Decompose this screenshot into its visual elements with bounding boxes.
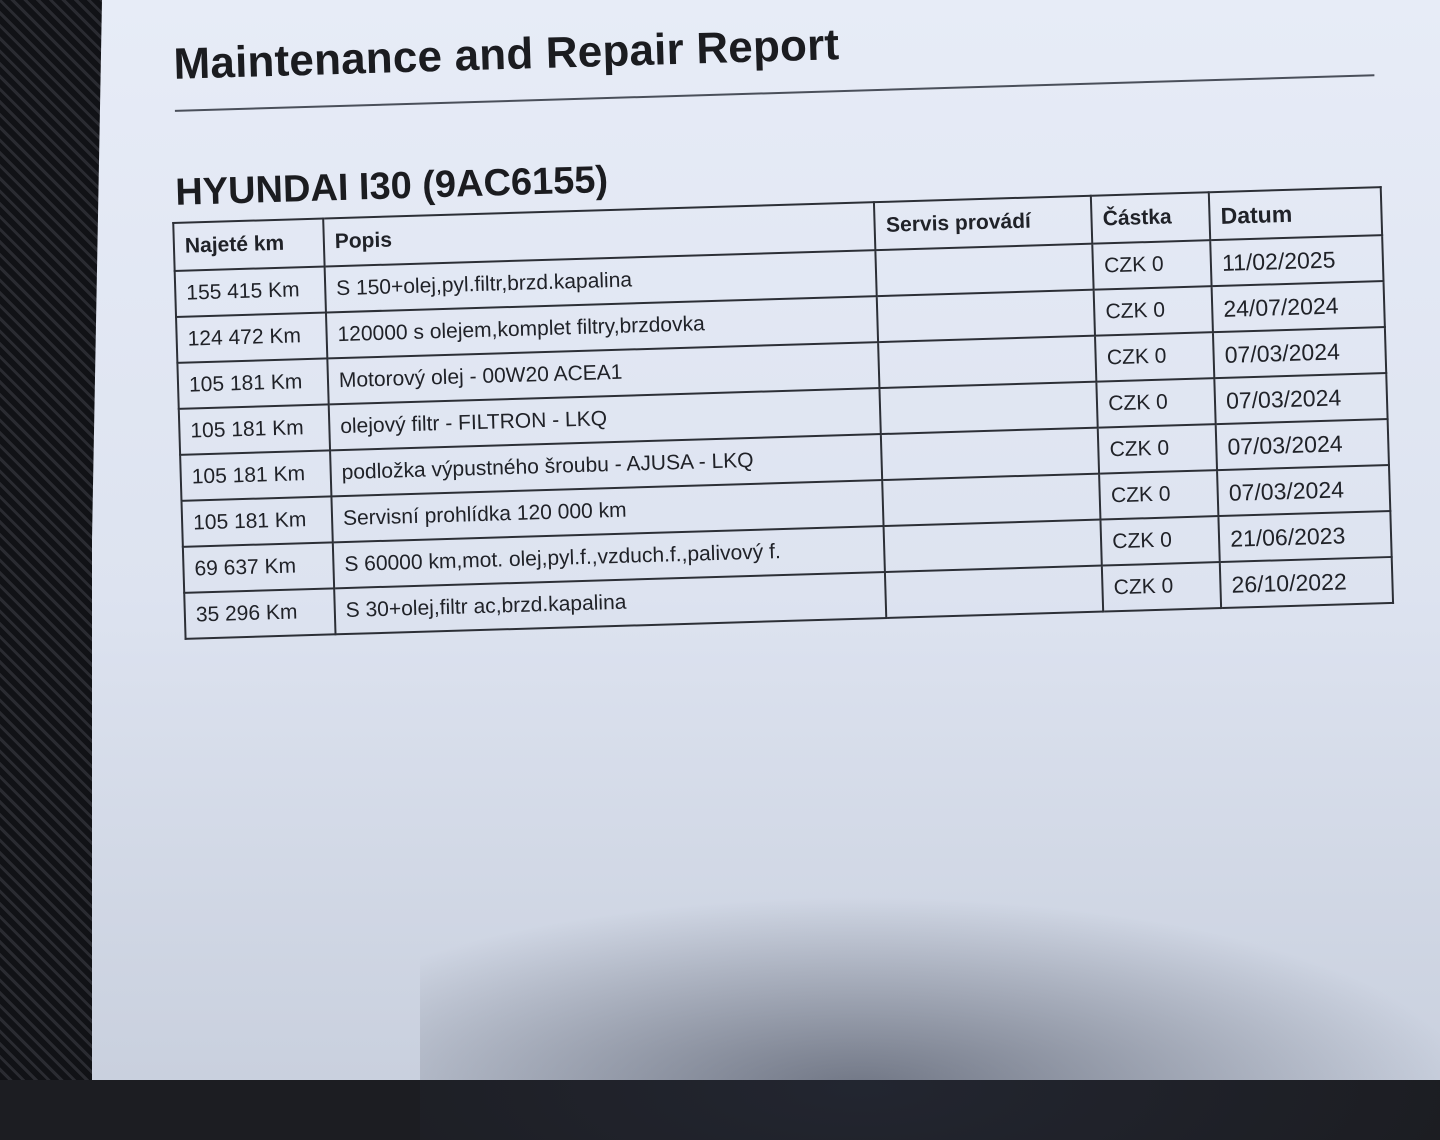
popis-cell: Servisní prohlídka 120 000 km [331, 480, 884, 542]
datum-cell: 26/10/2022 [1220, 557, 1393, 608]
vehicle-heading: HYUNDAI I30 (9AC6155) [174, 159, 609, 214]
header-servis: Servis provádí [874, 196, 1092, 250]
km-cell: 124 472 Km [176, 312, 327, 362]
km-cell: 105 181 Km [177, 358, 328, 408]
datum-cell: 24/07/2024 [1212, 281, 1385, 332]
popis-cell: S 60000 km,mot. olej,pyl.f.,vzduch.f.,palivový f. [333, 526, 886, 588]
castka-cell: CZK 0 [1093, 240, 1212, 289]
castka-cell: CZK 0 [1094, 286, 1213, 335]
popis-cell: podložka výpustného šroubu - AJUSA - LKQ [330, 434, 883, 496]
popis-cell: olejový filtr - FILTRON - LKQ [329, 388, 882, 450]
datum-cell: 11/02/2025 [1210, 235, 1383, 286]
header-castka: Částka [1091, 192, 1210, 243]
header-datum: Datum [1209, 187, 1382, 240]
castka-cell: CZK 0 [1101, 516, 1220, 565]
popis-cell: Motorový olej - 00W20 ACEA1 [327, 342, 880, 404]
servis-cell [876, 244, 1094, 296]
km-cell: 69 637 Km [183, 542, 334, 592]
servis-cell [881, 428, 1099, 480]
datum-cell: 07/03/2024 [1214, 373, 1387, 424]
km-cell: 155 415 Km [175, 266, 326, 316]
datum-cell: 07/03/2024 [1216, 419, 1389, 470]
km-cell: 105 181 Km [181, 496, 332, 546]
header-km: Najeté km [173, 219, 324, 271]
servis-cell [879, 336, 1097, 388]
datum-cell: 07/03/2024 [1217, 465, 1390, 516]
popis-cell: S 150+olej,pyl.filtr,brzd.kapalina [325, 250, 878, 312]
popis-cell: 120000 s olejem,komplet filtry,brzdovka [326, 296, 879, 358]
datum-cell: 21/06/2023 [1219, 511, 1392, 562]
castka-cell: CZK 0 [1095, 332, 1214, 381]
popis-cell: S 30+olej,filtr ac,brzd.kapalina [334, 572, 887, 634]
servis-cell [880, 382, 1098, 434]
castka-cell: CZK 0 [1098, 424, 1217, 473]
km-cell: 105 181 Km [179, 404, 330, 454]
km-cell: 105 181 Km [180, 450, 331, 500]
servis-cell [883, 474, 1101, 526]
servis-cell [877, 290, 1095, 342]
servis-cell [885, 566, 1103, 618]
km-cell: 35 296 Km [184, 588, 335, 638]
report-title: Maintenance and Repair Report [172, 20, 840, 89]
datum-cell: 07/03/2024 [1213, 327, 1386, 378]
servis-cell [884, 520, 1102, 572]
castka-cell: CZK 0 [1097, 378, 1216, 427]
header-popis: Popis [323, 202, 876, 266]
maintenance-table [172, 186, 1394, 640]
castka-cell: CZK 0 [1102, 562, 1221, 611]
castka-cell: CZK 0 [1099, 470, 1218, 519]
